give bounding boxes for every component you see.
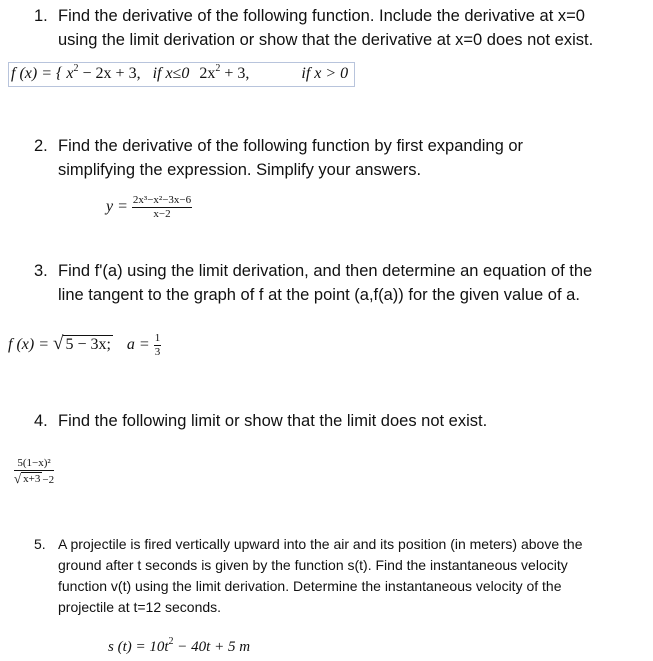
- denominator: x−2: [153, 208, 171, 220]
- radicand: x+3: [23, 473, 41, 485]
- numerator: 5(1−x)²: [14, 458, 54, 471]
- question-number: 1.: [34, 7, 48, 25]
- radical-sign-icon: √: [53, 333, 64, 355]
- question-line: Find the derivative of the following function. Include the derivative at x=0: [58, 7, 585, 25]
- square-root: [14, 472, 42, 485]
- sqrt-function-formula: [8, 333, 161, 358]
- question-line: line tangent to the graph of f at the point (a,f(a)) for the given value of a.: [58, 286, 580, 304]
- question-text: [58, 134, 634, 182]
- question-text: [58, 259, 634, 307]
- formula-lhs: y =: [106, 198, 128, 216]
- formula-lhs: f (x) =: [8, 336, 49, 354]
- radical-sign-icon: √: [14, 471, 22, 487]
- question-5: [34, 534, 634, 618]
- question-line: Find the derivative of the following function by first expanding or: [58, 137, 524, 155]
- question-line: Find f'(a) using the limit derivation, and then determine an equation of the: [58, 262, 593, 280]
- question-2: [34, 134, 634, 182]
- question-number: 2.: [34, 137, 48, 155]
- question-3: [34, 259, 634, 307]
- question-line: ground after t seconds is given by the function s(t). Find the instantaneous velocity: [58, 557, 568, 573]
- a-fraction: $\frac{1}{3}$: [154, 332, 161, 358]
- formula-lhs: s (t) = 10t: [108, 639, 169, 655]
- fraction: [132, 195, 192, 220]
- question-text: [58, 409, 634, 433]
- question-number: 4.: [34, 412, 48, 430]
- position-function-formula: s $(t) = 10t^2 - 40t + 5$ m: [108, 636, 251, 655]
- radicand: 5 − 3x;: [65, 335, 111, 353]
- question-text: [58, 4, 634, 52]
- question-line: function v(t) using the limit derivation. Determine the instantaneous velocity of the: [58, 578, 562, 594]
- square-root: [53, 334, 113, 353]
- question-4: [34, 409, 634, 433]
- limit-expression: [14, 458, 54, 486]
- formula-lhs: f (x) = {: [11, 65, 63, 82]
- fraction: [14, 458, 54, 486]
- condition-2: if x > 0: [301, 65, 349, 82]
- rational-function-formula: [106, 195, 192, 220]
- question-1: [34, 4, 634, 52]
- question-line: Find the following limit or show that the limit does not exist.: [58, 412, 488, 430]
- question-line: projectile at t=12 seconds.: [58, 599, 222, 615]
- a-label: a =: [126, 336, 150, 354]
- condition-1: if x≤0: [152, 65, 190, 82]
- question-line: simplifying the expression. Simplify your answers.: [58, 161, 422, 179]
- question-line: A projectile is fired vertically upward into the air and its position (in meters) above the: [58, 536, 583, 552]
- question-text: [58, 534, 634, 618]
- question-line: using the limit derivation or show that the derivative at x=0 does not exist.: [58, 31, 594, 49]
- question-number: 3.: [34, 262, 48, 280]
- piecewise-function-formula: f (x) = { $x^2 - 2x + 3$, if x≤0 $2x^2 + 3$, if x > 0: [8, 62, 355, 87]
- denominator: √ x+3 −2: [14, 471, 55, 487]
- question-number: 5.: [34, 536, 46, 552]
- numerator: 2x³−x²−3x−6: [132, 194, 192, 206]
